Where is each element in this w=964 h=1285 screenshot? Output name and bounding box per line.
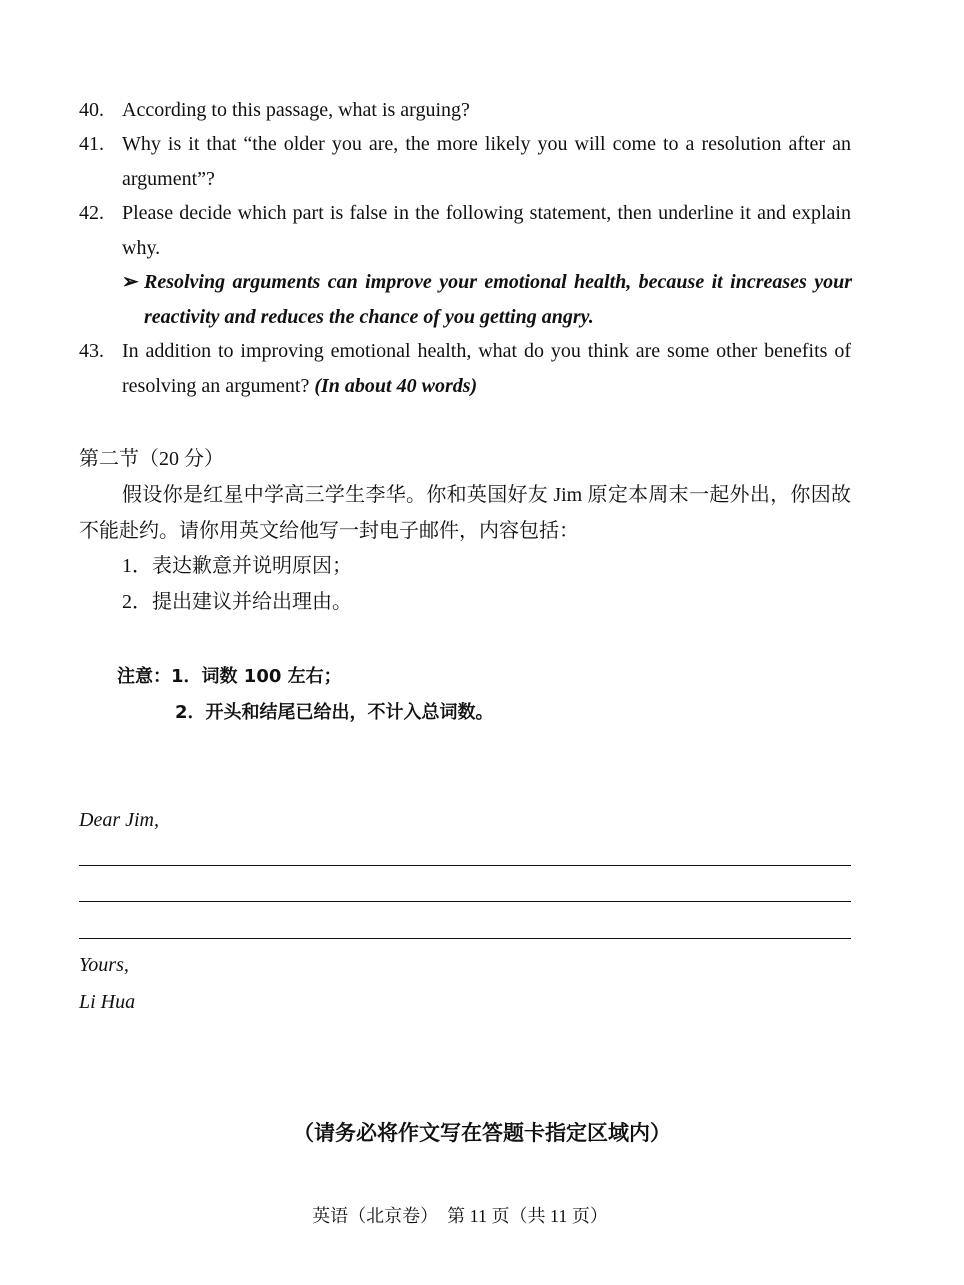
false-statement xyxy=(122,265,852,334)
writing-line xyxy=(79,901,851,902)
question-number: 40. xyxy=(79,99,104,121)
note-item: 2．开头和结尾已给出，不计入总词数。 xyxy=(175,702,494,723)
question-number: 41. xyxy=(79,133,104,155)
letter-closing: Yours, xyxy=(79,954,129,976)
section-title: 第二节（20 分） xyxy=(79,448,224,470)
prompt-item: 2．提出建议并给出理由。 xyxy=(122,591,352,613)
question-40 xyxy=(79,93,851,128)
prompt-item: 1．表达歉意并说明原因； xyxy=(122,555,352,577)
question-text: According to this passage, what is arguing? xyxy=(122,99,470,121)
answer-sheet-instruction: （请务必将作文写在答题卡指定区域内） xyxy=(293,1121,671,1145)
question-43 xyxy=(79,334,851,403)
question-text-main: In addition to improving emotional health, what do you think are some other benefits of resolving an argument? xyxy=(122,340,851,397)
letter-greeting: Dear Jim, xyxy=(79,809,159,831)
writing-prompt: 假设你是红星中学高三学生李华。你和英国好友 Jim 原定本周末一起外出，你因故不能赴约。请你用英文给他写一封电子邮件，内容包括： xyxy=(79,484,851,542)
arrow-bullet-icon: ➢ xyxy=(122,271,139,293)
note-label: 注意： xyxy=(117,666,171,687)
statement-text: Resolving arguments can improve your emotional health, because it increases your reactivity and reduces the chance of you getting angry. xyxy=(144,271,852,328)
letter-signature: Li Hua xyxy=(79,991,136,1013)
question-number: 42. xyxy=(79,202,104,224)
question-text: Why is it that “the older you are, the more likely you will come to a resolution after an argument”? xyxy=(122,133,851,190)
question-text xyxy=(122,334,851,403)
note-line xyxy=(117,662,342,692)
question-number: 43. xyxy=(79,340,104,362)
note-item: 1．词数 100 左右； xyxy=(171,666,342,687)
question-42 xyxy=(79,196,851,265)
question-text: Please decide which part is false in the following statement, then underline it and explain why. xyxy=(122,202,851,259)
question-41 xyxy=(79,127,851,196)
word-limit-note: (In about 40 words) xyxy=(314,374,478,397)
page-footer: 英语（北京卷） 第 11 页（共 11 页） xyxy=(312,1206,608,1226)
writing-line xyxy=(79,938,851,939)
writing-line xyxy=(79,865,851,866)
